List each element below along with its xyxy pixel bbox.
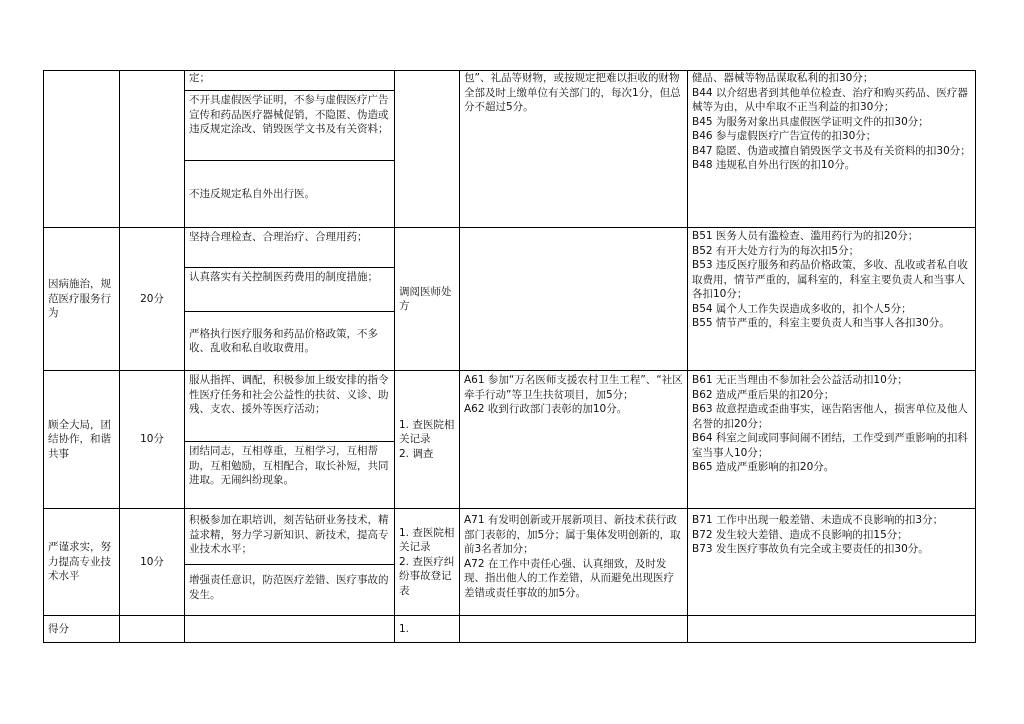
score-text: 20分 xyxy=(140,292,164,305)
method-cell xyxy=(395,228,459,370)
standard-cell: 定； xyxy=(189,72,210,84)
item-cell xyxy=(44,228,119,370)
standard-cell: 团结同志，互相尊重，互相学习，互相帮助，互相勉励，互相配合，取长补短，共同进取。无闹纠纷现象。 xyxy=(189,445,389,486)
item-text: 顾全大局，团结协作，和谐共事 xyxy=(48,418,111,460)
bonus-cell: A61 参加“万名医师支援农村卫生工程”、“社区牵手行动”等卫生扶贫项目，加5分； A62 收到行政部门表彰的加10分。 xyxy=(464,374,683,415)
standard-cell: 坚持合理检查、合理治疗、合理用药； xyxy=(189,231,368,243)
item-cell xyxy=(44,509,119,615)
method-text: 1. xyxy=(399,622,410,635)
total-score-label xyxy=(44,616,119,642)
standard-cell xyxy=(185,312,394,370)
deduct-cell: B51 医务人员有滥检查、滥用药行为的扣20分； B52 有开大处方行为的每次扣5分； B53 违反医疗服务和药品价格政策，多收、乱收或者私自收取费用，情节严重的，属科室的，科室主要负责人和当事人各扣10分； B54 属个人工作失误造成多收的，扣个人5分； B55 情节严重的，科室主要负责人和当事人各扣30分。 xyxy=(692,230,968,329)
standard-cell xyxy=(185,161,394,227)
row-border xyxy=(43,615,976,616)
deduct-cell: B71 工作中出现一般差错、未造成不良影响的扣3分； B72 发生较大差错、造成不良影响的扣15分； B73 发生医疗事故负有完全或主要责任的扣30分。 xyxy=(692,514,944,555)
item-text: 因病施治，规范医疗服务行为 xyxy=(48,278,111,320)
row-border xyxy=(43,642,976,643)
bonus-cell: 包”、礼品等财物，或按规定把难以拒收的财物全部及时上缴单位有关部门的，每次1分，但总分不超过5分。 xyxy=(464,72,681,113)
standard-text: 不违反规定私自外出行医。 xyxy=(189,187,315,200)
deduct-cell: B61 无正当理由不参加社会公益活动扣10分； B62 造成严重后果的扣20分； B63 故意捏造或歪曲事实，诬告陷害他人，损害单位及他人名誉的扣20分； B64 科室之间或同事间闹不团结，工作受到严重影响的扣科室当事人10分； B65 造成严重影响的扣20分。 xyxy=(692,374,968,473)
row-border xyxy=(184,267,394,268)
standard-cell: 认真落实有关控制医药费用的制度措施； xyxy=(189,271,378,283)
standard-cell: 增强责任意识，防范医疗差错、医疗事故的发生。 xyxy=(189,574,389,601)
method-cell xyxy=(395,371,459,508)
standard-cell: 积极参加在职培训，刻苦钻研业务技术，精益求精，努力学习新知识、新技术，提高专业技术水平； xyxy=(189,514,389,555)
column-border xyxy=(975,70,976,643)
bonus-cell xyxy=(460,228,687,370)
deduct-cell: 健品、器械等物品谋取私利的扣30分； B44 以介绍患者到其他单位检查、治疗和购买药品、医疗器械等为由，从中牟取不正当利益的扣30分； B45 为服务对象出具虚假医学证明文件的扣30分； B46 参与虚假医疗广告宣传的扣30分； B47 隐匿、伪造或擅自销毁医学文书及有关资料的扣30分； B48 违规私自外出行医的扣10分。 xyxy=(692,72,971,171)
item-cell xyxy=(44,371,119,508)
standard-cell: 不开具虚假医学证明，不参与虚假医疗广告宣传和药品医疗器械促销，不隐匿、伪造或违反规定涂改、销毁医学文书及有关资料； xyxy=(189,94,389,135)
method-text: 1. 查医院相关记录 2. 查医疗纠纷事故登记表 xyxy=(399,526,455,597)
row-border xyxy=(184,90,394,91)
score-text: 10分 xyxy=(140,555,164,568)
score-cell xyxy=(120,228,184,370)
score-text: 10分 xyxy=(140,433,164,446)
row-border xyxy=(184,564,394,565)
method-text: 调阅医师处方 xyxy=(399,285,452,312)
standard-text: 严格执行医疗服务和药品价格政策，不多收、乱收和私自收取费用。 xyxy=(189,327,378,354)
method-cell xyxy=(395,616,459,642)
total-score-text: 得分 xyxy=(48,622,69,635)
score-cell xyxy=(120,371,184,508)
item-text: 严谨求实，努力提高专业技术水平 xyxy=(48,541,111,583)
score-cell xyxy=(120,509,184,615)
standard-cell: 服从指挥、调配，积极参加上级安排的指令性医疗任务和社会公益性的扶贫、义诊、助残、支农、援外等医疗活动； xyxy=(189,374,389,415)
method-cell xyxy=(395,509,459,615)
row-border xyxy=(184,441,394,442)
method-text: 1. 查医院相关记录 2. 调查 xyxy=(399,418,455,460)
bonus-cell: A71 有发明创新或开展新项目、新技术获行政部门表彰的，加5分；属于集体发明创新的，取前3名者加分； A72 在工作中责任心强、认真细致，及时发现、指出他人的工作差错，从而避免出现医疗差错或责任事故的加5分。 xyxy=(464,514,681,599)
